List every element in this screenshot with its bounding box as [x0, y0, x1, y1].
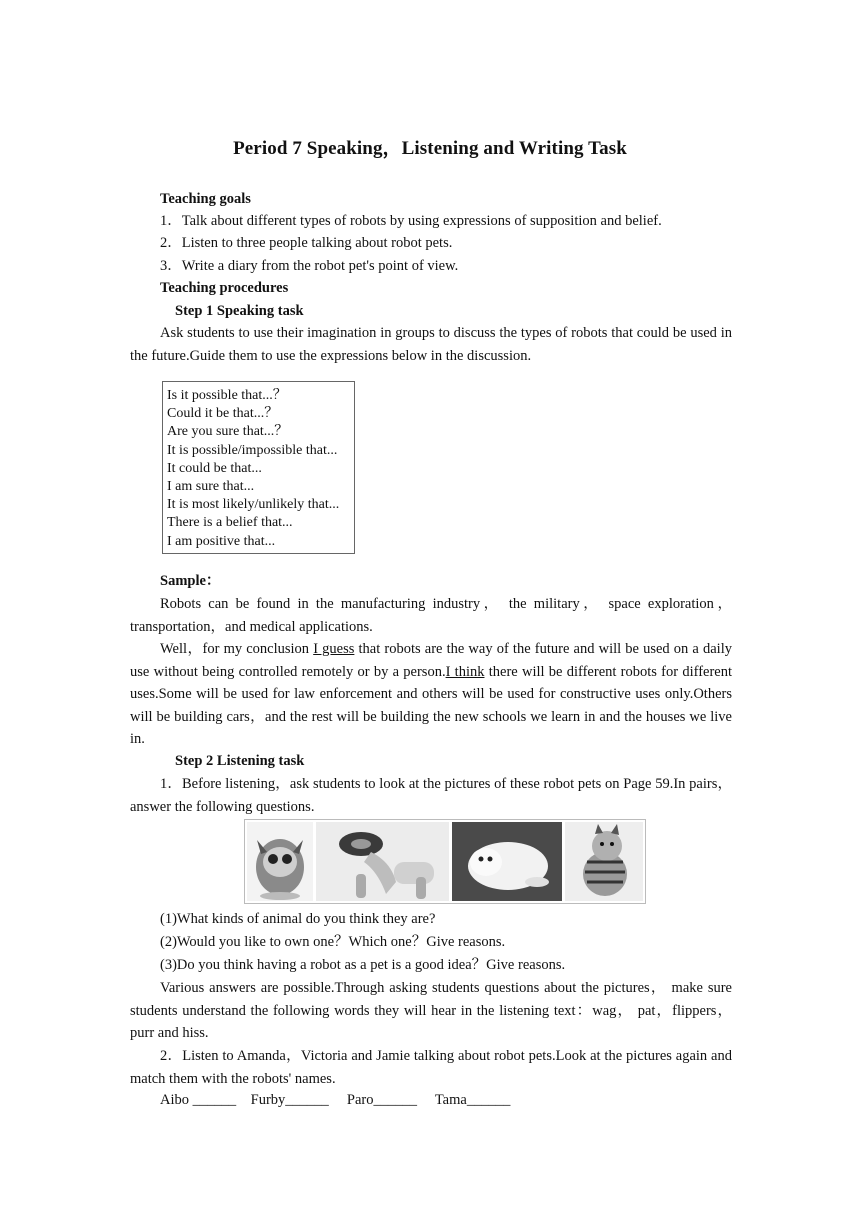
- expression-item: It is possible/impossible that...: [167, 442, 338, 458]
- sample-p2-b: that robots are the way of the future and will be used on a daily use without being controlled remotely or by a person.: [130, 641, 732, 680]
- goal-item-1: 1．Talk about different types of robots by using expressions of supposition and belief.: [160, 213, 662, 229]
- robot-pet-photo-aibo: [316, 822, 449, 901]
- step2-item-1-text: 1．Before listening，ask students to look at the pictures of these robot pets on Page 59.In pairs，answer the following questions.: [130, 776, 732, 815]
- question-3: (3)Do you think having a robot as a pet is a good idea？Give reasons.: [160, 957, 566, 973]
- robot-pet-photo-furby: [247, 822, 313, 901]
- expression-item: There is a belief that...: [167, 515, 293, 531]
- goal-item-3: 3．Write a diary from the robot pet's point of view.: [160, 258, 459, 274]
- step2-item-2-text: 2．Listen to Amanda，Victoria and Jamie talking about robot pets.Look at the pictures again and match them with the robots' names.: [130, 1048, 732, 1087]
- teaching-goals-heading: Teaching goals: [160, 191, 251, 207]
- expressions-box: [162, 381, 355, 554]
- answers-paragraph: [130, 977, 732, 1045]
- page-title: Period 7 Speaking，Listening and Writing Task: [233, 138, 627, 159]
- underlined-think: I think: [445, 663, 485, 680]
- expression-item: Could it be that...？: [167, 406, 279, 422]
- sample-p2-c: there will be different robots for different uses.Some will be used for law enforcement and others will be used for constructive uses only.Others will be building cars，and the rest will be building the new schools we learn in and the houses we live in.: [130, 663, 733, 748]
- sample-p2-a: Well，for my conclusion: [160, 641, 314, 657]
- expression-item: It could be that...: [167, 460, 262, 476]
- expression-item: Is it possible that...？: [167, 388, 287, 403]
- question-2: (2)Would you like to own one？Which one？Give reasons.: [160, 934, 506, 950]
- sample-paragraph-2: [130, 638, 732, 751]
- robot-pet-photo-tama: [565, 822, 643, 901]
- answers-text: Various answers are possible.Through asking students questions about the pictures， make sure students understand the following words they will hear in the listening text：wag， pat，flippers，purr and hiss.: [130, 980, 732, 1042]
- expression-item: Are you sure that...？: [167, 424, 289, 440]
- sample-paragraph-1: [130, 593, 732, 638]
- expression-item: I am positive that...: [167, 533, 276, 549]
- robot-pet-photo-paro: [452, 822, 562, 901]
- match-line: Aibo ______ Furby______ Paro______ Tama______: [160, 1092, 511, 1108]
- step2-heading: Step 2 Listening task: [175, 753, 305, 769]
- step1-intro-text: Ask students to use their imagination in groups to discuss the types of robots that could be used in the future.Guide them to use the expressions below in the discussion.: [130, 325, 732, 364]
- sample-p1-text: Robots can be found in the manufacturing industry， the military， space exploration，transportation，and medical applications.: [130, 596, 732, 635]
- step2-item-2: [130, 1045, 732, 1090]
- robot-pets-photos: [244, 819, 646, 904]
- step1-heading: Step 1 Speaking task: [175, 303, 304, 319]
- goal-item-2: 2．Listen to three people talking about robot pets.: [160, 235, 453, 251]
- question-1: (1)What kinds of animal do you think they are?: [160, 911, 436, 927]
- expression-item: It is most likely/unlikely that...: [167, 497, 340, 513]
- expression-item: I am sure that...: [167, 479, 255, 495]
- underlined-guess: I guess: [313, 641, 355, 657]
- teaching-procedures-heading: Teaching procedures: [160, 280, 289, 296]
- sample-label: Sample：: [160, 573, 221, 589]
- step2-item-1: [130, 773, 732, 818]
- step1-intro: [130, 322, 732, 367]
